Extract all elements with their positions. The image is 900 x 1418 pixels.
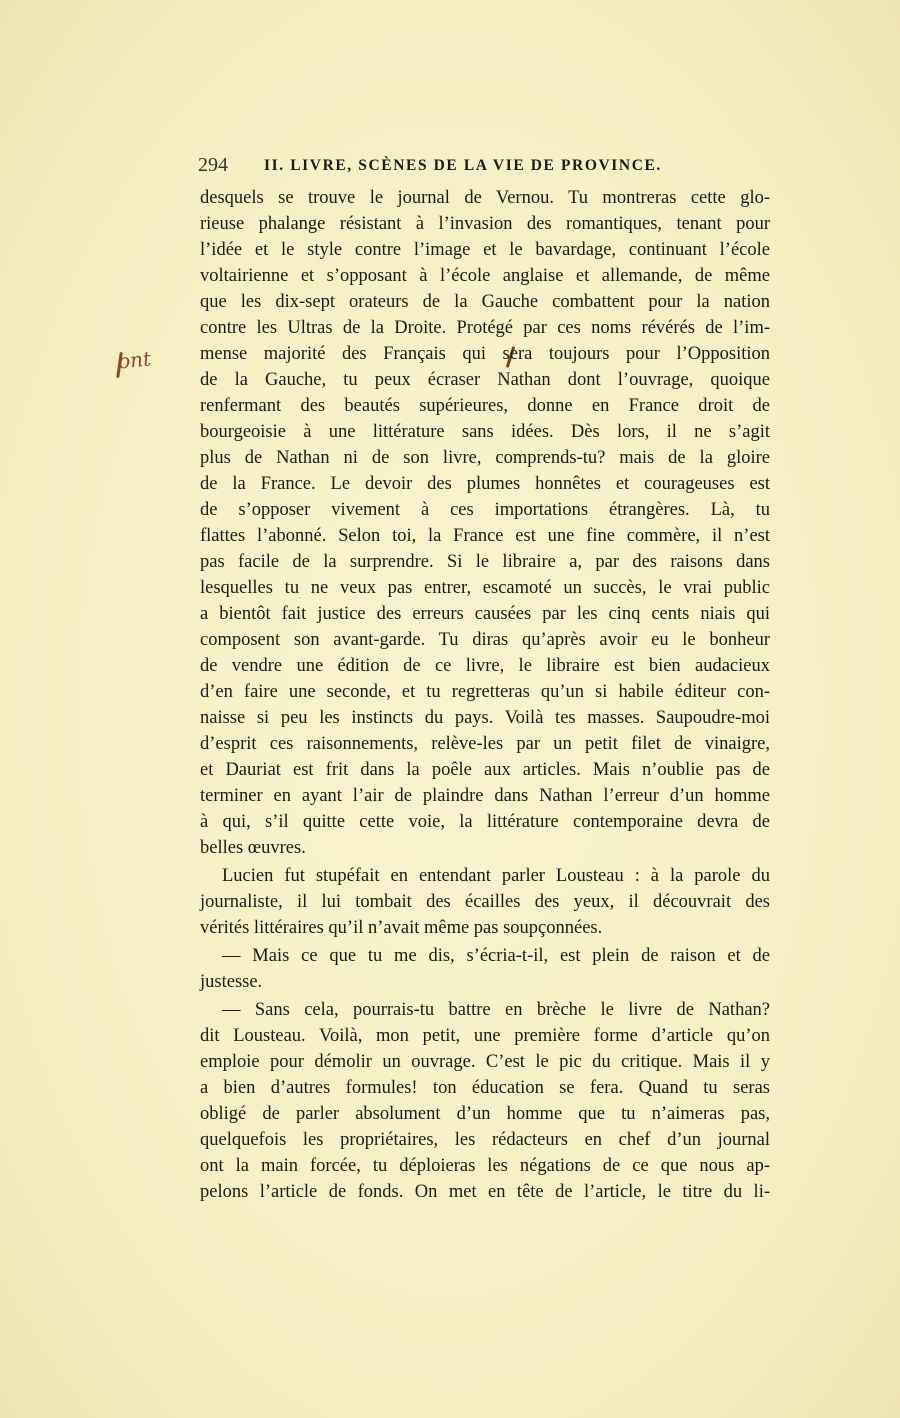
text-line: d’esprit ces raisonnements, relève-les par un petit filet de vinaigre,: [200, 734, 770, 754]
text-line: de s’opposer vivement à ces importations étrangères. Là, tu: [200, 500, 770, 520]
text-line: naisse si peu les instincts du pays. Voilà tes masses. Saupoudre-moi: [200, 708, 770, 728]
text-line: mense majorité des Français qui sera toujours pour l’Opposition: [200, 344, 770, 364]
text-line: à qui, s’il quitte cette voie, la littérature contemporaine devra de: [200, 812, 770, 832]
text-line: d’en faire une seconde, et tu regretteras qu’un si habile éditeur con-: [200, 682, 770, 702]
text-line: belles œuvres.: [200, 838, 306, 858]
text-line: a bien d’autres formules! ton éducation se fera. Quand tu seras: [200, 1078, 770, 1098]
text-line: lesquelles tu ne veux pas entrer, escamoté un succès, le vrai public: [200, 578, 770, 598]
text-line: journaliste, il lui tombait des écailles des yeux, il découvrait des: [200, 892, 770, 912]
text-line: rieuse phalange résistant à l’invasion des romantiques, tenant pour: [200, 214, 770, 234]
text-line: pas facile de la surprendre. Si le libraire a, par des raisons dans: [200, 552, 770, 572]
text-line: de la Gauche, tu peux écraser Nathan dont l’ouvrage, quoique: [200, 370, 770, 390]
text-line: plus de Nathan ni de son livre, comprends-tu? mais de la gloire: [200, 448, 770, 468]
text-line: pelons l’article de fonds. On met en tête de l’article, le titre du li-: [200, 1182, 770, 1202]
text-line: dit Lousteau. Voilà, mon petit, une première forme d’article qu’on: [200, 1026, 770, 1046]
text-line: renfermant des beautés supérieures, donne en France droit de: [200, 396, 770, 416]
text-line: — Sans cela, pourrais-tu battre en brèche le livre de Nathan?: [222, 1000, 770, 1020]
text-line: vérités littéraires qu’il n’avait même pas soupçonnées.: [200, 918, 603, 938]
running-title: II. LIVRE, SCÈNES DE LA VIE DE PROVINCE.: [264, 157, 662, 174]
text-line: que les dix-sept orateurs de la Gauche combattent pour la nation: [200, 292, 770, 312]
text-line: flattes l’abonné. Selon toi, la France est une fine commère, il n’est: [200, 526, 770, 546]
text-line: voltairienne et s’opposant à l’école anglaise et allemande, de même: [200, 266, 770, 286]
page-number: 294: [198, 154, 228, 176]
text-line: l’idée et le style contre l’image et le bavardage, continuant l’école: [200, 240, 770, 260]
body-text: [200, 185, 770, 1205]
text-line: Lucien fut stupéfait en entendant parler Lousteau : à la parole du: [222, 866, 770, 886]
text-line: desquels se trouve le journal de Vernou. Tu montreras cette glo-: [200, 188, 770, 208]
text-line: de vendre une édition de ce livre, le libraire est bien audacieux: [200, 656, 770, 676]
text-line: a bientôt fait justice des erreurs causées par les cinq cents niais qui: [200, 604, 770, 624]
text-line: emploie pour démolir un ouvrage. C’est le pic du critique. Mais il y: [200, 1052, 770, 1072]
text-line: ont la main forcée, tu déploieras les négations de ce que nous ap-: [200, 1156, 770, 1176]
page-header: [198, 154, 778, 180]
handwritten-margin-note: ont: [116, 346, 153, 374]
text-line: contre les Ultras de la Droite. Protégé par ces noms révérés de l’im-: [200, 318, 770, 338]
text-line: justesse.: [200, 972, 263, 992]
text-line: de la France. Le devoir des plumes honnêtes et courageuses est: [200, 474, 770, 494]
text-line: obligé de parler absolument d’un homme que tu n’aimeras pas,: [200, 1104, 770, 1124]
text-line: composent son avant-garde. Tu diras qu’après avoir eu le bonheur: [200, 630, 770, 650]
text-line: — Mais ce que tu me dis, s’écria-t-il, est plein de raison et de: [222, 946, 770, 966]
text-line: quelquefois les propriétaires, les rédacteurs en chef d’un journal: [200, 1130, 770, 1150]
text-line: et Dauriat est frit dans la poêle aux articles. Mais n’oublie pas de: [200, 760, 770, 780]
text-line: terminer en ayant l’air de plaindre dans Nathan l’erreur d’un homme: [200, 786, 770, 806]
text-line: bourgeoisie à une littérature sans idées. Dès lors, il ne s’agit: [200, 422, 770, 442]
